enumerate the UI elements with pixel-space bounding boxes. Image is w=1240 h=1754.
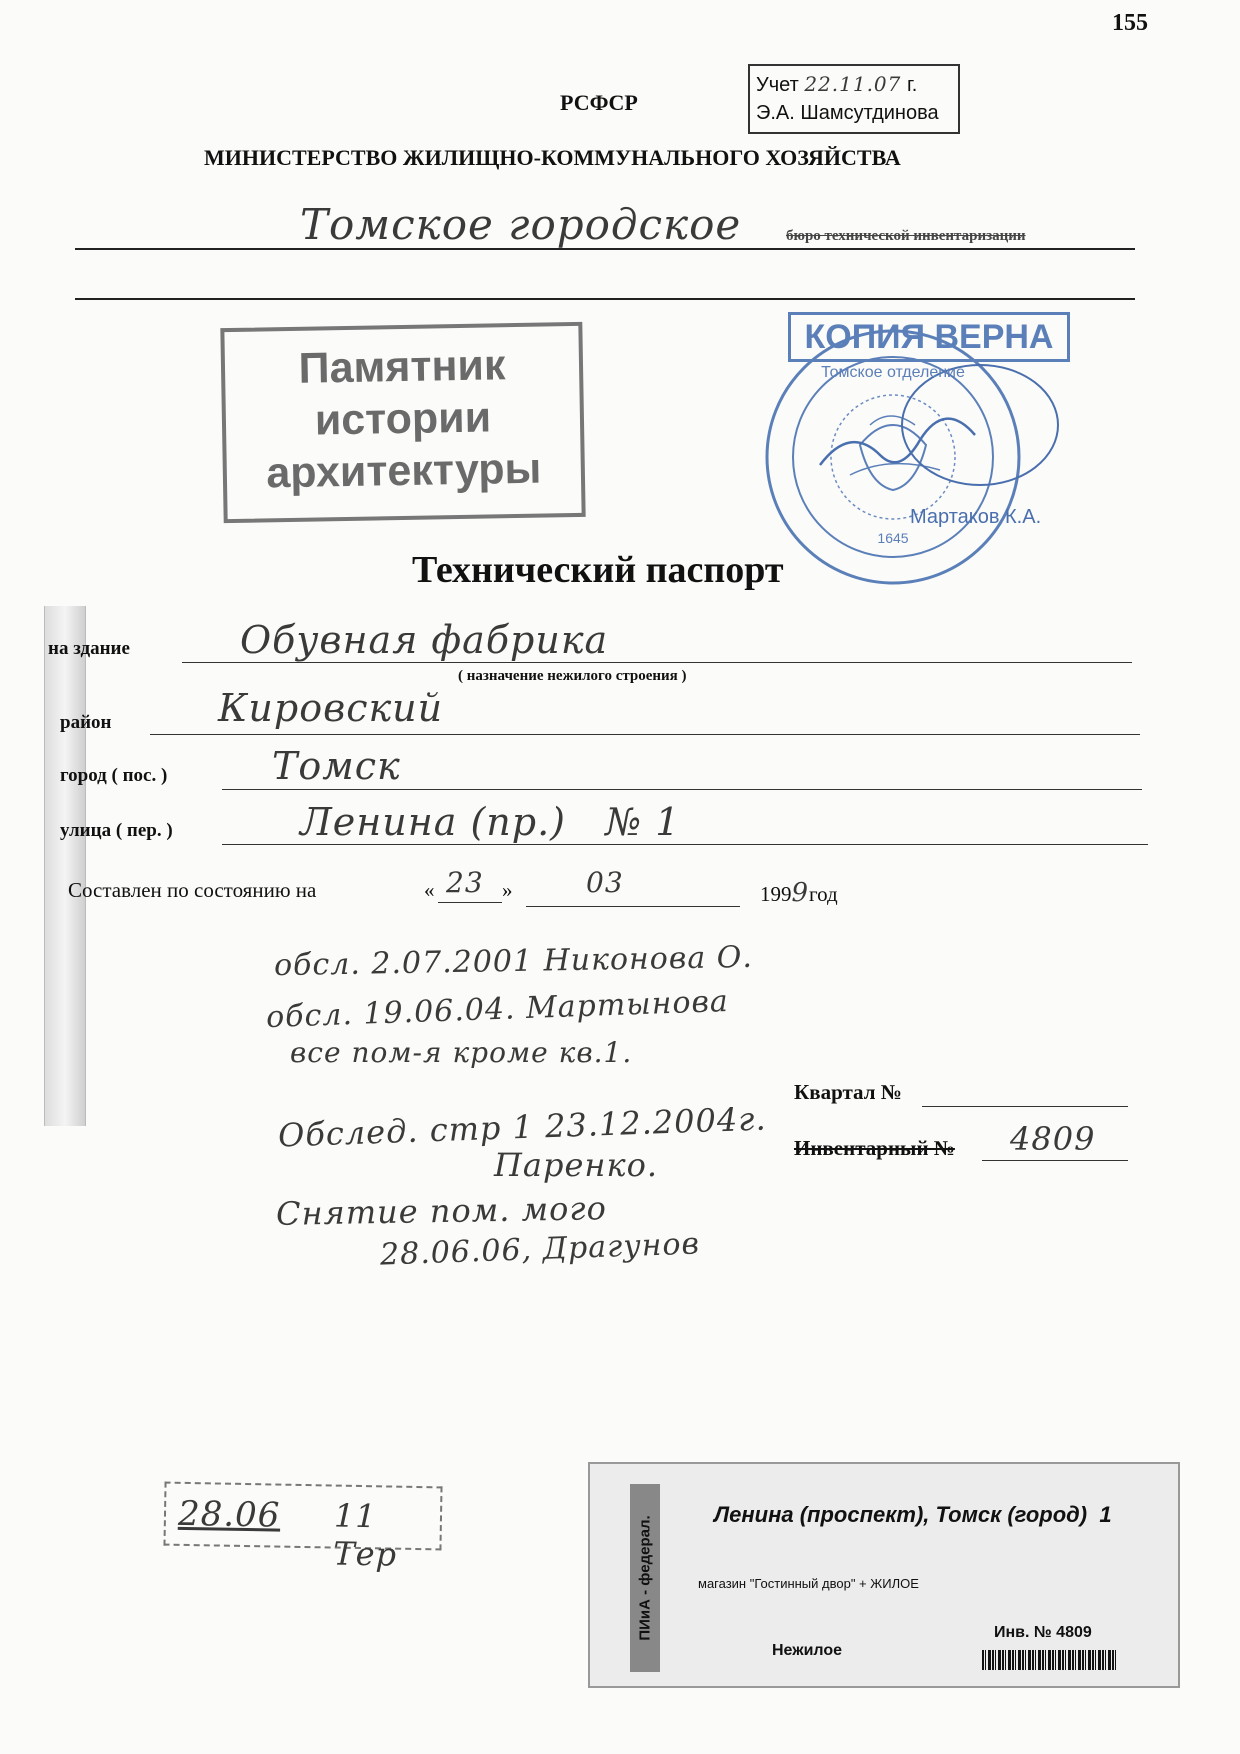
compiled-year-digit: 9 [791, 878, 810, 908]
card-description: магазин "Гостинный двор" + ЖИЛОЕ [698, 1576, 919, 1591]
seal-number: 1645 [877, 530, 909, 546]
round-seal [760, 325, 1060, 590]
compiled-open-quote: « [424, 878, 435, 902]
monument-line1: Памятник [298, 341, 506, 393]
district-label: район [60, 712, 112, 733]
district-line [150, 734, 1140, 735]
compiled-day: 23 [446, 866, 484, 899]
address-label-card [588, 1462, 1180, 1688]
building-label: на здание [48, 638, 130, 659]
note-6: Снятие пом. мого [275, 1189, 608, 1233]
city-value: Томск [272, 744, 401, 788]
card-type: Нежилое [772, 1642, 843, 1659]
monument-stamp [220, 322, 585, 523]
note-3: все пом-я кроме кв.1. [290, 1036, 633, 1069]
street-line [222, 844, 1148, 845]
compiled-day-line [438, 902, 502, 903]
bureau-printed: бюро технической инвентаризации [786, 228, 1026, 244]
street-value: Ленина (пр.) № 1 [300, 800, 681, 844]
bureau-line [75, 248, 1135, 250]
compiled-month-line [526, 906, 740, 907]
monument-line2: истории [314, 393, 492, 445]
compiled-year-prefix: 199 [760, 882, 792, 906]
registration-suffix: г. [906, 74, 918, 96]
card-side-text: ПИиА - федерал. [636, 1515, 654, 1641]
registration-prefix: Учет [756, 74, 799, 96]
quarter-label: Квартал № [794, 1080, 902, 1104]
inventory-line [982, 1160, 1128, 1161]
street-label: улица ( пер. ) [60, 820, 173, 841]
building-caption: ( назначение нежилого строения ) [458, 668, 687, 684]
compiled-label: Составлен по состоянию на [68, 878, 317, 902]
compiled-month: 03 [586, 866, 624, 899]
seal-signatory: Мартаков К.А. [910, 506, 1042, 528]
card-side-strip [630, 1484, 660, 1672]
inventory-label: Инвентарный № [794, 1136, 955, 1160]
republic-heading: РСФСР [560, 90, 638, 115]
inventory-value: 4809 [1010, 1120, 1096, 1158]
bottom-stamp-suffix: 11 Тер [333, 1496, 398, 1574]
compiled-close-quote: » [502, 878, 513, 902]
city-line [222, 789, 1142, 790]
bottom-stamp-date: 28.06 [177, 1493, 281, 1536]
page-number: 155 [1112, 10, 1148, 36]
header-separator [75, 298, 1135, 300]
binding-ribbon [44, 606, 86, 1126]
city-label: город ( пос. ) [60, 765, 168, 786]
card-barcode [982, 1650, 1118, 1670]
bureau-handwritten: Томское городское [300, 200, 742, 249]
district-value: Кировский [218, 686, 444, 730]
note-1: обсл. 2.07.2001 Никонова О. [273, 939, 754, 984]
card-inventory: Инв. № 4809 [994, 1624, 1092, 1641]
compiled-year [760, 878, 838, 908]
seal-text: Томское отделение [821, 364, 965, 381]
registration-name: Э.А. Шамсутдинова [756, 102, 939, 124]
monument-line3: архитектуры [265, 444, 542, 498]
building-value: Обувная фабрика [240, 618, 609, 662]
copy-stamp-title: КОПИЯ ВЕРНА [804, 318, 1054, 356]
building-line [182, 662, 1132, 663]
compiled-row [68, 878, 316, 903]
note-5: Паренко. [494, 1146, 659, 1184]
note-7: 28.06.06, Драгунов [379, 1226, 701, 1273]
registration-stamp [748, 64, 960, 134]
document-title: Технический паспорт [412, 549, 784, 591]
ministry-heading: МИНИСТЕРСТВО ЖИЛИЩНО-КОММУНАЛЬНОГО ХОЗЯЙСТВА [204, 145, 901, 170]
quarter-line [922, 1106, 1128, 1107]
note-4: Обслед. стр 1 23.12.2004г. [277, 1099, 768, 1155]
registration-date: 22.11.07 [804, 72, 902, 96]
copy-certified-stamp [788, 312, 1070, 362]
compiled-year-suffix: год [809, 882, 838, 906]
card-address: Ленина (проспект), Томск (город) 1 [714, 1502, 1112, 1527]
note-2: обсл. 19.06.04. Мартынова [265, 983, 730, 1036]
bottom-date-stamp [163, 1482, 442, 1574]
